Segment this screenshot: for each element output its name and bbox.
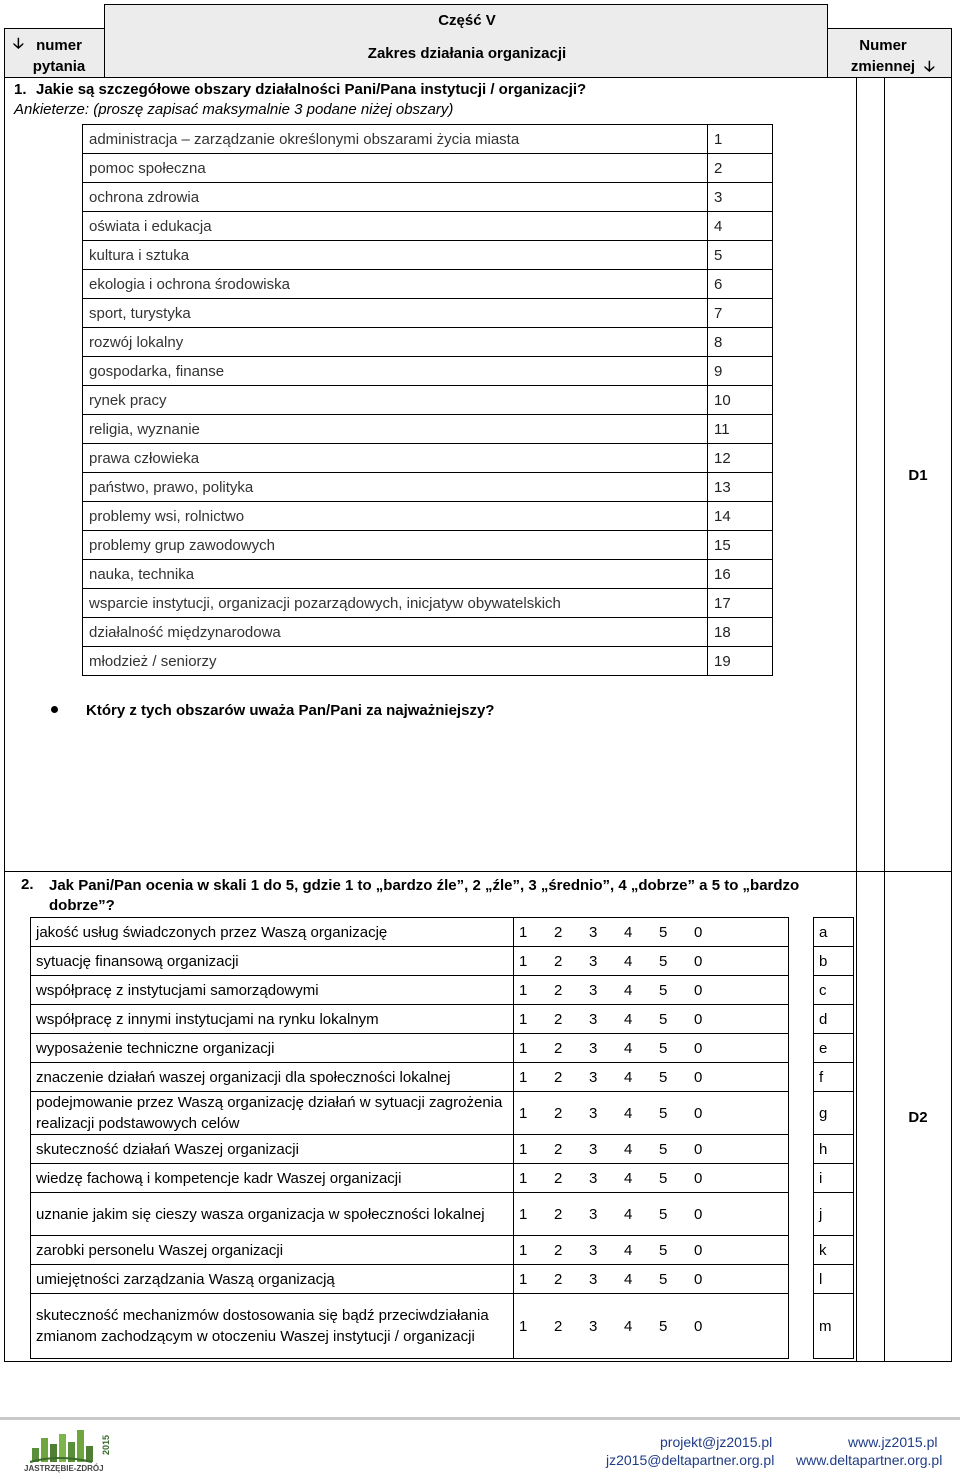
- city-logo: [24, 1426, 112, 1474]
- q2-rating-option[interactable]: 5: [659, 923, 668, 941]
- q2-rating-option[interactable]: 2: [554, 1010, 563, 1028]
- q2-gap: [789, 947, 814, 976]
- q2-item-row: [31, 1236, 854, 1265]
- q2-item-letter: l: [814, 1265, 854, 1294]
- q1-option-code[interactable]: 5: [708, 241, 773, 270]
- q2-rating-option[interactable]: 2: [554, 1205, 563, 1223]
- q1-option-code[interactable]: 16: [708, 560, 773, 589]
- q1-option-code[interactable]: 17: [708, 589, 773, 618]
- q2-item-label: skuteczność działań Waszej organizacji: [31, 1135, 514, 1164]
- section-divider: [4, 871, 952, 872]
- q2-item-label: uznanie jakim się cieszy wasza organizacja w społeczności lokalnej: [31, 1193, 514, 1236]
- q2-rating-option[interactable]: 3: [589, 1169, 598, 1187]
- q2-item-row: [31, 1164, 854, 1193]
- q1-option-label: rozwój lokalny: [83, 328, 708, 357]
- q2-item-letter: g: [814, 1092, 854, 1135]
- q2-rating-option[interactable]: 4: [624, 1241, 633, 1259]
- q1-followup: Który z tych obszarów uważa Pan/Pani za najważniejszy?: [86, 702, 495, 719]
- q2-rating-option[interactable]: 1: [519, 1169, 528, 1187]
- bullet-icon: [51, 706, 58, 713]
- q2-number: 2.: [21, 876, 34, 893]
- q1-options-table: [82, 124, 773, 676]
- q1-option-row: [83, 125, 773, 154]
- q1-option-row: [83, 415, 773, 444]
- q2-variable: D2: [908, 1109, 928, 1126]
- q1-option-row: [83, 183, 773, 212]
- q1-option-code[interactable]: 10: [708, 386, 773, 415]
- q2-gap: [789, 1164, 814, 1193]
- q2-rating-option[interactable]: 3: [589, 923, 598, 941]
- footer-email-1[interactable]: projekt@jz2015.pl: [660, 1434, 773, 1450]
- q2-item-letter: c: [814, 976, 854, 1005]
- q2-rating-option[interactable]: 1: [519, 1270, 528, 1288]
- q2-item-letter: e: [814, 1034, 854, 1063]
- header-title: Część V: [438, 12, 496, 29]
- q2-rating-option[interactable]: 4: [624, 1169, 633, 1187]
- q1-option-label: administracja – zarządzanie określonymi obszarami życia miasta: [83, 125, 708, 154]
- q2-gap: [789, 1092, 814, 1135]
- q1-option-label: sport, turystyka: [83, 299, 708, 328]
- q2-rating-option[interactable]: 3: [589, 952, 598, 970]
- q2-item-row: [31, 1005, 854, 1034]
- q2-rating-option[interactable]: 1: [519, 1241, 528, 1259]
- q2-item-letter: a: [814, 918, 854, 947]
- q2-item-row: [31, 1193, 854, 1236]
- q2-item-label: wiedzę fachową i kompetencje kadr Waszej organizacji: [31, 1164, 514, 1193]
- q1-option-code[interactable]: 9: [708, 357, 773, 386]
- q1-option-code[interactable]: 3: [708, 183, 773, 212]
- q2-rating-option[interactable]: 0: [694, 923, 703, 941]
- q2-rating-scale: [514, 1135, 789, 1164]
- q1-option-row: [83, 241, 773, 270]
- q2-item-letter: i: [814, 1164, 854, 1193]
- q1-option-label: państwo, prawo, polityka: [83, 473, 708, 502]
- q2-rating-option[interactable]: 3: [589, 1270, 598, 1288]
- q1-option-label: nauka, technika: [83, 560, 708, 589]
- q1-instruction: Ankieterze: (proszę zapisać maksymalnie 3 podane niżej obszary): [14, 101, 454, 118]
- q2-item-letter: b: [814, 947, 854, 976]
- q2-rating-option[interactable]: 4: [624, 1270, 633, 1288]
- q2-item-letter: h: [814, 1135, 854, 1164]
- q1-option-row: [83, 212, 773, 241]
- q1-option-label: oświata i edukacja: [83, 212, 708, 241]
- q2-rating-option[interactable]: 4: [624, 981, 633, 999]
- q2-rating-scale: [514, 1063, 789, 1092]
- q1-option-row: [83, 357, 773, 386]
- q1-option-label: kultura i sztuka: [83, 241, 708, 270]
- q1-option-label: religia, wyznanie: [83, 415, 708, 444]
- q2-item-row: [31, 976, 854, 1005]
- q1-option-label: prawa człowieka: [83, 444, 708, 473]
- q2-question-line1: Jak Pani/Pan ocenia w skali 1 do 5, gdzie 1 to „bardzo źle”, 2 „źle”, 3 „średnio”, 4 „dobrze” a 5 to „bardzo: [49, 877, 800, 894]
- q2-rating-option[interactable]: 1: [519, 1317, 528, 1335]
- q2-rating-option[interactable]: 0: [694, 1104, 703, 1122]
- q2-gap: [789, 1236, 814, 1265]
- q1-question: Jakie są szczegółowe obszary działalności Pani/Pana instytucji / organizacji?: [36, 81, 587, 98]
- q2-rating-option[interactable]: 1: [519, 1068, 528, 1086]
- q2-rating-option[interactable]: 3: [589, 1010, 598, 1028]
- q2-item-row: [31, 947, 854, 976]
- header-right-cell: [828, 28, 952, 78]
- q2-rating-option[interactable]: 4: [624, 952, 633, 970]
- q1-option-label: ekologia i ochrona środowiska: [83, 270, 708, 299]
- q1-number: 1.: [14, 81, 27, 98]
- q2-rating-option[interactable]: 2: [554, 981, 563, 999]
- q2-item-label: współpracę z instytucjami samorządowymi: [31, 976, 514, 1005]
- q2-rating-scale: [514, 1005, 789, 1034]
- q1-option-code[interactable]: 6: [708, 270, 773, 299]
- q1-option-row: [83, 560, 773, 589]
- q1-option-code[interactable]: 2: [708, 154, 773, 183]
- q1-option-row: [83, 270, 773, 299]
- q2-rating-option[interactable]: 5: [659, 1039, 668, 1057]
- q2-rating-option[interactable]: 3: [589, 1039, 598, 1057]
- q2-item-label: znaczenie działań waszej organizacji dla społeczności lokalnej: [31, 1063, 514, 1092]
- q2-rating-option[interactable]: 1: [519, 1104, 528, 1122]
- q2-rating-option[interactable]: 3: [589, 981, 598, 999]
- q1-option-code[interactable]: 4: [708, 212, 773, 241]
- q2-item-letter: j: [814, 1193, 854, 1236]
- q1-option-label: wsparcie instytucji, organizacji pozarządowych, inicjatyw obywatelskich: [83, 589, 708, 618]
- q2-question-line2: dobrze”?: [49, 897, 115, 914]
- q1-option-label: problemy wsi, rolnictwo: [83, 502, 708, 531]
- header-right-label: Numer zmiennej: [850, 37, 916, 75]
- q2-rating-option[interactable]: 2: [554, 1270, 563, 1288]
- header-left-cell: [4, 28, 104, 78]
- q2-rating-option[interactable]: 5: [659, 952, 668, 970]
- q2-rating-table: [30, 917, 854, 1359]
- variable-column-left-border: [856, 78, 857, 1362]
- q1-option-label: ochrona zdrowia: [83, 183, 708, 212]
- q1-option-code[interactable]: 12: [708, 444, 773, 473]
- q2-rating-option[interactable]: 0: [694, 1270, 703, 1288]
- down-arrow-icon: 🡣: [924, 58, 935, 75]
- q1-option-code[interactable]: 1: [708, 125, 773, 154]
- q2-rating-option[interactable]: 5: [659, 1140, 668, 1158]
- q2-rating-scale: [514, 1034, 789, 1063]
- q2-item-row: [31, 1063, 854, 1092]
- header-left-label: numer pytania: [32, 37, 86, 75]
- header-subtitle: Zakres działania organizacji: [367, 45, 567, 62]
- q2-rating-option[interactable]: 5: [659, 1241, 668, 1259]
- q1-option-row: [83, 328, 773, 357]
- q1-option-label: pomoc społeczna: [83, 154, 708, 183]
- q2-gap: [789, 1265, 814, 1294]
- q2-item-label: wyposażenie techniczne organizacji: [31, 1034, 514, 1063]
- q1-option-code[interactable]: 13: [708, 473, 773, 502]
- q1-option-label: młodzież / seniorzy: [83, 647, 708, 676]
- q2-rating-option[interactable]: 3: [589, 1104, 598, 1122]
- q2-rating-option[interactable]: 0: [694, 1241, 703, 1259]
- q2-rating-option[interactable]: 1: [519, 981, 528, 999]
- q1-option-row: [83, 154, 773, 183]
- q2-rating-scale: [514, 918, 789, 947]
- q2-rating-option[interactable]: 2: [554, 1104, 563, 1122]
- q2-rating-option[interactable]: 3: [589, 1241, 598, 1259]
- q1-option-row: [83, 444, 773, 473]
- q2-gap: [789, 1135, 814, 1164]
- q2-rating-option[interactable]: 1: [519, 1205, 528, 1223]
- q1-option-row: [83, 589, 773, 618]
- q2-item-row: [31, 1294, 854, 1359]
- q1-variable: D1: [908, 467, 928, 484]
- q2-rating-option[interactable]: 4: [624, 1205, 633, 1223]
- q2-rating-option[interactable]: 4: [624, 1068, 633, 1086]
- q1-option-code[interactable]: 8: [708, 328, 773, 357]
- q2-item-row: [31, 1265, 854, 1294]
- q2-gap: [789, 1034, 814, 1063]
- q2-rating-scale: [514, 947, 789, 976]
- q2-rating-option[interactable]: 0: [694, 1169, 703, 1187]
- q1-option-row: [83, 618, 773, 647]
- variable-column-inner-border: [884, 78, 885, 1362]
- q2-item-label: współpracę z innymi instytucjami na rynku lokalnym: [31, 1005, 514, 1034]
- q2-item-letter: d: [814, 1005, 854, 1034]
- q2-rating-option[interactable]: 3: [589, 1068, 598, 1086]
- q2-item-label: jakość usług świadczonych przez Waszą organizację: [31, 918, 514, 947]
- q2-rating-option[interactable]: 2: [554, 923, 563, 941]
- q2-rating-option[interactable]: 5: [659, 981, 668, 999]
- q2-rating-option[interactable]: 2: [554, 1140, 563, 1158]
- q2-rating-option[interactable]: 4: [624, 1104, 633, 1122]
- q2-rating-scale: [514, 976, 789, 1005]
- q2-rating-option[interactable]: 0: [694, 1068, 703, 1086]
- q1-option-row: [83, 647, 773, 676]
- q2-item-label: podejmowanie przez Waszą organizację działań w sytuacji zagrożenia realizacji podstawowych celów: [31, 1092, 514, 1135]
- q2-rating-option[interactable]: 4: [624, 1010, 633, 1028]
- q2-rating-scale: [514, 1193, 789, 1236]
- q2-rating-option[interactable]: 1: [519, 1039, 528, 1057]
- q2-rating-option[interactable]: 1: [519, 1010, 528, 1028]
- q2-rating-option[interactable]: 5: [659, 1270, 668, 1288]
- q2-rating-option[interactable]: 5: [659, 1205, 668, 1223]
- q2-rating-scale: [514, 1164, 789, 1193]
- q2-rating-option[interactable]: 4: [624, 1039, 633, 1057]
- q2-rating-option[interactable]: 1: [519, 952, 528, 970]
- logo-text: JASTRZĘBIE-ZDRÓJ: [24, 1464, 104, 1473]
- q2-item-label: skuteczność mechanizmów dostosowania się bądź przeciwdziałania zmianom zachodzącym w otoczeniu Waszej instytucji / organizacji: [31, 1294, 514, 1359]
- q2-rating-option[interactable]: 0: [694, 1140, 703, 1158]
- q2-item-row: [31, 918, 854, 947]
- q2-gap: [789, 1193, 814, 1236]
- q2-rating-scale: [514, 1236, 789, 1265]
- q2-item-label: sytuację finansową organizacji: [31, 947, 514, 976]
- q2-rating-option[interactable]: 0: [694, 1010, 703, 1028]
- q2-item-letter: k: [814, 1236, 854, 1265]
- q2-rating-option[interactable]: 0: [694, 1039, 703, 1057]
- q2-rating-option[interactable]: 2: [554, 1068, 563, 1086]
- q2-rating-option[interactable]: 3: [589, 1140, 598, 1158]
- q2-rating-option[interactable]: 5: [659, 1104, 668, 1122]
- q2-item-label: umiejętności zarządzania Waszą organizacją: [31, 1265, 514, 1294]
- q2-rating-option[interactable]: 0: [694, 952, 703, 970]
- q1-option-row: [83, 299, 773, 328]
- q2-rating-option[interactable]: 2: [554, 952, 563, 970]
- q2-rating-option[interactable]: 5: [659, 1169, 668, 1187]
- bottom-border: [4, 1361, 952, 1362]
- q1-option-code[interactable]: 11: [708, 415, 773, 444]
- q2-rating-option[interactable]: 5: [659, 1317, 668, 1335]
- q2-rating-option[interactable]: 0: [694, 1317, 703, 1335]
- q2-rating-option[interactable]: 3: [589, 1205, 598, 1223]
- q2-rating-option[interactable]: 4: [624, 923, 633, 941]
- footer-web-2[interactable]: www.deltapartner.org.pl: [796, 1452, 943, 1468]
- down-arrow-icon: 🡣: [13, 35, 24, 52]
- q2-item-label: zarobki personelu Waszej organizacji: [31, 1236, 514, 1265]
- q2-rating-option[interactable]: 1: [519, 923, 528, 941]
- left-border: [4, 78, 5, 1362]
- q1-option-label: problemy grup zawodowych: [83, 531, 708, 560]
- q2-rating-option[interactable]: 3: [589, 1317, 598, 1335]
- q2-item-row: [31, 1034, 854, 1063]
- q2-rating-option[interactable]: 5: [659, 1068, 668, 1086]
- q1-option-code[interactable]: 7: [708, 299, 773, 328]
- q2-rating-option[interactable]: 0: [694, 981, 703, 999]
- header-title-cell: [104, 4, 828, 78]
- q2-rating-option[interactable]: 2: [554, 1039, 563, 1057]
- q2-rating-option[interactable]: 0: [694, 1205, 703, 1223]
- footer-web-1[interactable]: www.jz2015.pl: [848, 1434, 938, 1450]
- footer-email-2[interactable]: jz2015@deltapartner.org.pl: [606, 1452, 775, 1468]
- q1-option-label: działalność międzynarodowa: [83, 618, 708, 647]
- q2-rating-option[interactable]: 4: [624, 1140, 633, 1158]
- q1-option-label: rynek pracy: [83, 386, 708, 415]
- q2-gap: [789, 976, 814, 1005]
- q2-rating-option[interactable]: 1: [519, 1140, 528, 1158]
- right-border: [951, 78, 952, 1362]
- q1-option-code[interactable]: 14: [708, 502, 773, 531]
- q2-item-letter: m: [814, 1294, 854, 1359]
- logo-year: 2015: [101, 1434, 112, 1456]
- q2-rating-option[interactable]: 2: [554, 1317, 563, 1335]
- q2-rating-option[interactable]: 2: [554, 1241, 563, 1259]
- q1-option-label: gospodarka, finanse: [83, 357, 708, 386]
- footer-divider: [0, 1417, 960, 1420]
- q1-option-code[interactable]: 19: [708, 647, 773, 676]
- q2-gap: [789, 1063, 814, 1092]
- q1-option-row: [83, 531, 773, 560]
- q2-gap: [789, 1294, 814, 1359]
- q1-option-row: [83, 502, 773, 531]
- q2-rating-option[interactable]: 4: [624, 1317, 633, 1335]
- q2-gap: [789, 1005, 814, 1034]
- q1-option-code[interactable]: 18: [708, 618, 773, 647]
- q2-rating-scale: [514, 1265, 789, 1294]
- q1-option-code[interactable]: 15: [708, 531, 773, 560]
- q1-option-row: [83, 473, 773, 502]
- q2-gap: [789, 918, 814, 947]
- q2-rating-scale: [514, 1294, 789, 1359]
- q2-rating-option[interactable]: 2: [554, 1169, 563, 1187]
- q2-item-row: [31, 1135, 854, 1164]
- q2-rating-option[interactable]: 5: [659, 1010, 668, 1028]
- q2-rating-scale: [514, 1092, 789, 1135]
- q2-question: [49, 876, 849, 916]
- q1-option-row: [83, 386, 773, 415]
- q2-item-row: [31, 1092, 854, 1135]
- q2-item-letter: f: [814, 1063, 854, 1092]
